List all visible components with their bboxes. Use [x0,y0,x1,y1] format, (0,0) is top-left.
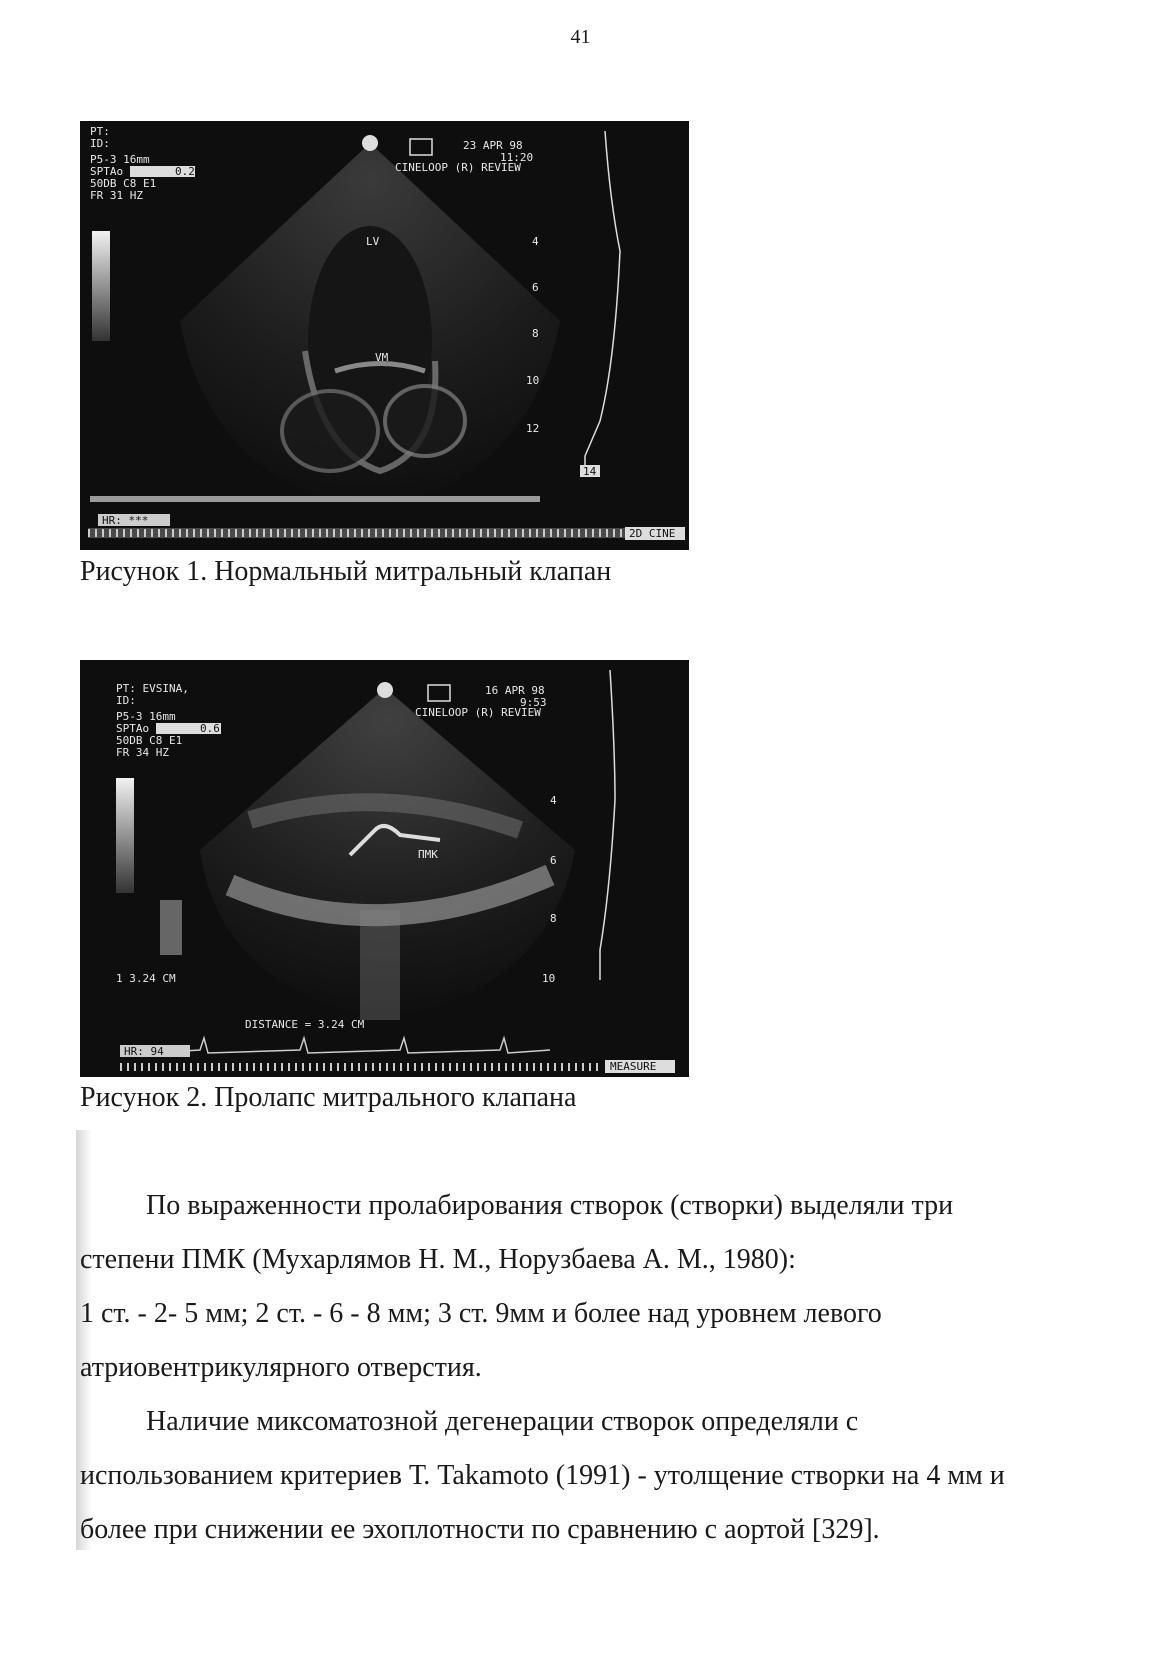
probe-label: P5-3 16mm [116,710,176,723]
spta-value: 0.6 [200,722,220,735]
ultrasound-image-1 [80,121,689,550]
paragraph-1-line-3: 1 ст. - 2- 5 мм; 2 ст. - 6 - 8 мм; 3 ст. 9мм и более над уровнем левого [80,1298,882,1329]
heart-rate-label: HR: *** [102,514,149,527]
lv-label: LV [366,235,380,248]
depth-8: 8 [532,327,539,340]
pmk-annotation: ПМК [418,848,438,861]
time-label: 9:53 [520,696,547,709]
paragraph-2-line-1: Наличие миксоматозной дегенерации створок определяли с [146,1406,859,1437]
vm-label: VM [375,351,389,364]
id-label: ID: [90,137,110,150]
date-label: 23 APR 98 [463,139,523,152]
probe-label: P5-3 16mm [90,153,150,166]
cineloop-label: CINELOOP (R) REVIEW [415,706,541,719]
mode-label: MEASURE [610,1060,657,1073]
gain-label: 50DB C8 E1 [90,177,157,190]
spta-label: SPTAo [90,165,124,178]
patient-label: PT: [90,125,110,138]
figure-2-caption: Рисунок 2. Пролапс митрального клапана [80,1082,577,1113]
depth-10: 10 [542,972,556,985]
depth-12: 12 [526,422,540,435]
cineloop-label: CINELOOP (R) REVIEW [395,161,521,174]
spta-label: SPTAo [116,722,150,735]
paragraph-2-line-3: более при снижении ее эхоплотности по сравнению с аортой [329]. [80,1514,880,1545]
id-label: ID: [116,694,136,707]
gain-label: 50DB C8 E1 [116,734,183,747]
paragraph-1-line-2: степени ПМК (Мухарлямов Н. М., Норузбаева А. М., 1980): [80,1244,796,1275]
depth-end: 14 [583,465,597,478]
ultrasound-image-2 [80,660,689,1077]
depth-4: 4 [550,794,557,807]
heart-rate-label: HR: 94 [124,1045,164,1058]
figure-1-caption: Рисунок 1. Нормальный митральный клапан [80,556,612,587]
depth-4: 4 [532,235,539,248]
time-label: 11:20 [500,151,534,164]
paragraph-1-line-4: атриовентрикулярного отверстия. [80,1352,482,1383]
patient-label: PT: EVSINA, [116,682,189,695]
atl-logo-icon [410,139,432,155]
mode-label: 2D CINE [629,527,676,540]
depth-6: 6 [550,854,557,867]
date-label: 16 APR 98 [485,684,545,697]
distance-label: DISTANCE = 3.24 CM [245,1018,365,1031]
paragraph-2-line-2: использованием критериев Т. Takamoto (1991) - утолщение створки на 4 мм и [80,1460,1005,1491]
frame-rate-label: FR 34 HZ [116,746,169,759]
spta-value: 0.2 [175,165,195,178]
depth-8: 8 [550,912,557,925]
page-number: 41 [570,26,591,48]
depth-10: 10 [526,374,540,387]
atl-logo-icon [428,685,450,701]
frame-rate-label: FR 31 HZ [90,189,143,202]
measure-label: 1 3.24 CM [116,972,176,985]
paragraph-1-line-1: По выраженности пролабирования створок (створки) выделяли три [146,1190,954,1221]
depth-6: 6 [532,281,539,294]
